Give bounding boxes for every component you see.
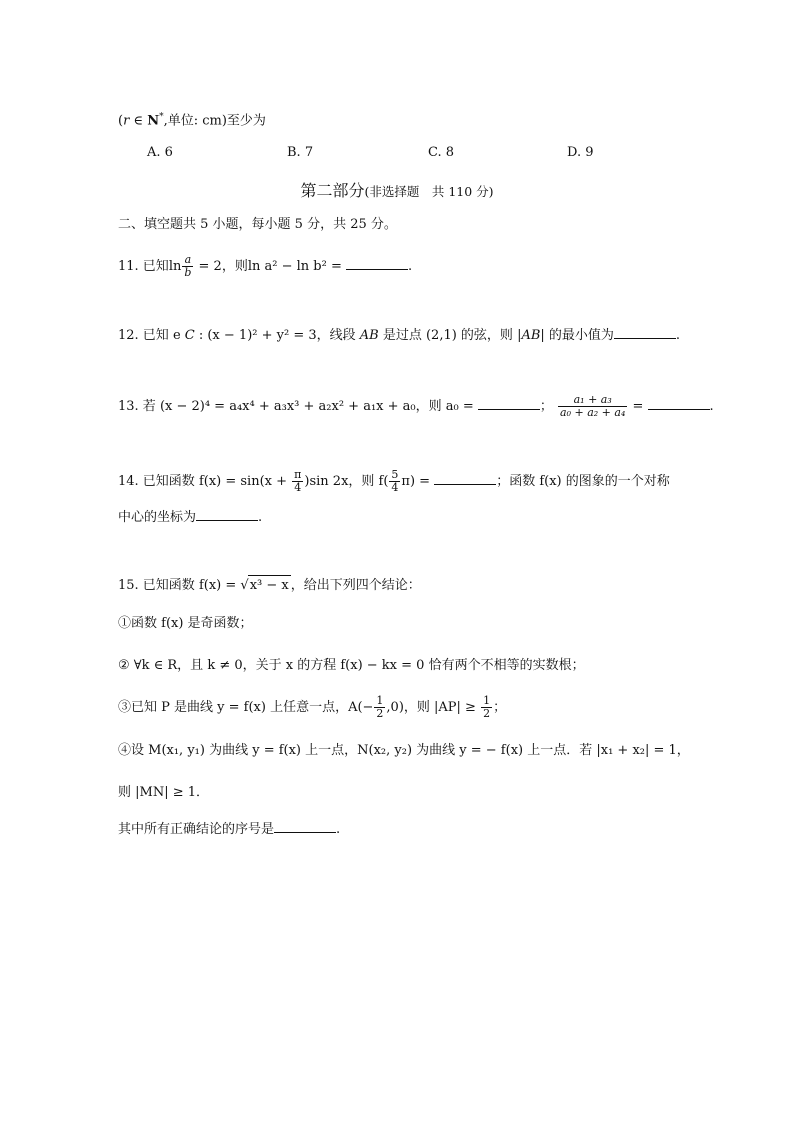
answer-blank[interactable] [434,472,496,485]
q12-part-a: 12. 已知 e [118,328,185,343]
answer-blank[interactable] [346,257,408,270]
q14-line2-text: 中心的坐标为 [118,510,197,525]
part-title: 第二部分 [300,181,365,200]
answer-blank[interactable] [478,397,540,410]
fraction-pi-over-4 [292,469,303,494]
q14-part-b: )sin 2x，则 f( [304,474,389,489]
question-13: 13. 若 (x − 2)⁴ = a₄x⁴ + a₃x³ + a₂x² + a₁x + a₀，则 a₀ = ； $\frac{\text{a₁ + a₃}}{\text{a₀ + a₂ + a₄}}$ = . [118,393,714,419]
frac-num: 1 [483,694,491,707]
closing-text: 其中所有正确结论的序号是 [118,822,275,837]
option-c: C. 8 [428,145,455,160]
frac-num: a₁ + a₃ [558,394,627,407]
c3-part-c: ； [493,700,507,715]
sqrt-radicand: x³ − x [248,575,291,596]
frac-den: a₀ + a₂ + a₄ [560,406,626,419]
answer-blank[interactable] [614,326,676,339]
in-symbol: ∈ [129,113,148,129]
frac-den: b [184,266,192,279]
segment-AB: AB [359,328,379,343]
q11-eq: = 2，则 [194,259,248,274]
q12-eq: : (x − 1)² + y² = 3，线段 [194,328,360,343]
option-a: A. 6 [147,145,173,160]
conclusion-4: ④设 M(x₁, y₁) 为曲线 y = f(x) 上一点，N(x₂, y₂) 为曲线 y = − f(x) 上一点．若 |x₁ + x₂| = 1， [118,743,690,758]
answer-blank[interactable] [196,508,258,521]
frac-den: 2 [376,707,384,720]
q14-part-d: ；函数 f(x) 的图象的一个对称 [496,474,670,489]
q12-part-b: 是过点 (2,1) 的弦，则 | [378,328,522,343]
question-14-line2: 中心的坐标为 . [118,510,263,525]
unit-text: ,单位: cm)至少为 [163,113,266,129]
conclusion-1: ①函数 f(x) 是奇函数； [118,616,253,631]
answer-blank[interactable] [274,820,336,833]
option-b: B. 7 [287,145,314,160]
conclusion-2: ② ∀k ∈ R，且 k ≠ 0，关于 x 的方程 f(x) − kx = 0 恰有两个不相等的实数根； [118,658,585,673]
question-11: 11. 已知ln $\frac{a}{b}$ = 2，则ln a² − ln b² = . [118,253,413,279]
question-12: 12. 已知 e C : (x − 1)² + y² = 3，线段 AB 是过点 (2,1) 的弦，则 |AB| 的最小值为 . [118,328,681,343]
segment-AB-abs: AB [521,328,541,343]
q13-sep: ； [539,399,553,414]
paren-open: ( [118,113,124,129]
ln-text: ln [168,259,182,274]
part-two-heading [0,178,794,201]
q11-label: 11. 已知 [118,259,169,274]
q12-part-c: | 的最小值为 [540,328,614,343]
q14-part-c: π) = [401,474,435,489]
frac-num: 5 [391,468,399,481]
fraction-half-2 [481,695,492,720]
circle-C: C [184,328,195,343]
q11-expr: ln a² − ln b² = [247,259,346,274]
var-r: r [123,113,130,129]
c3-part-a: ③已知 P 是曲线 y = f(x) 上任意一点，A(− [118,700,374,715]
fraction-a-sum [558,394,627,419]
question-14 [118,468,670,496]
frac-den: 4 [391,481,399,494]
option-d: D. 9 [567,145,594,160]
answer-blank[interactable] [648,397,710,410]
q15-part-a: 15. 已知函数 f(x) = [118,578,241,593]
conclusion-3 [118,694,506,722]
question-15-intro: 15. 已知函数 f(x) = √x³ − x ，给出下列四个结论： [118,575,421,596]
frac-den: 2 [483,707,491,720]
question-15-closing: 其中所有正确结论的序号是 . [118,822,341,837]
conclusion-4-line2: 则 |MN| ≥ 1． [118,785,210,800]
section-instruction: 二、填空题共 5 小题，每小题 5 分，共 25 分。 [118,217,397,232]
q13-part-a: 13. 若 (x − 2)⁴ = a₄x⁴ + a₃x³ + a₂x² + a₁x + a₀，则 a₀ = [118,399,478,414]
q10-stem-tail [118,107,266,131]
c3-part-b: ,0)，则 |AP| ≥ [386,700,481,715]
q15-part-b: ，给出下列四个结论： [290,578,421,593]
q13-eq: = [628,399,648,414]
frac-num: 1 [376,694,384,707]
frac-num: a [182,254,193,267]
frac-den: 4 [294,481,302,494]
frac-num: π [294,468,302,481]
q14-part-a: 14. 已知函数 f(x) = sin(x + [118,474,292,489]
fraction-half [374,695,385,720]
fraction-a-over-b [182,254,193,279]
star-sup: * [159,112,164,122]
set-N: N [147,113,160,129]
fraction-5-over-4 [389,469,400,494]
part-subtitle: (非选择题 共 110 分) [364,184,494,199]
